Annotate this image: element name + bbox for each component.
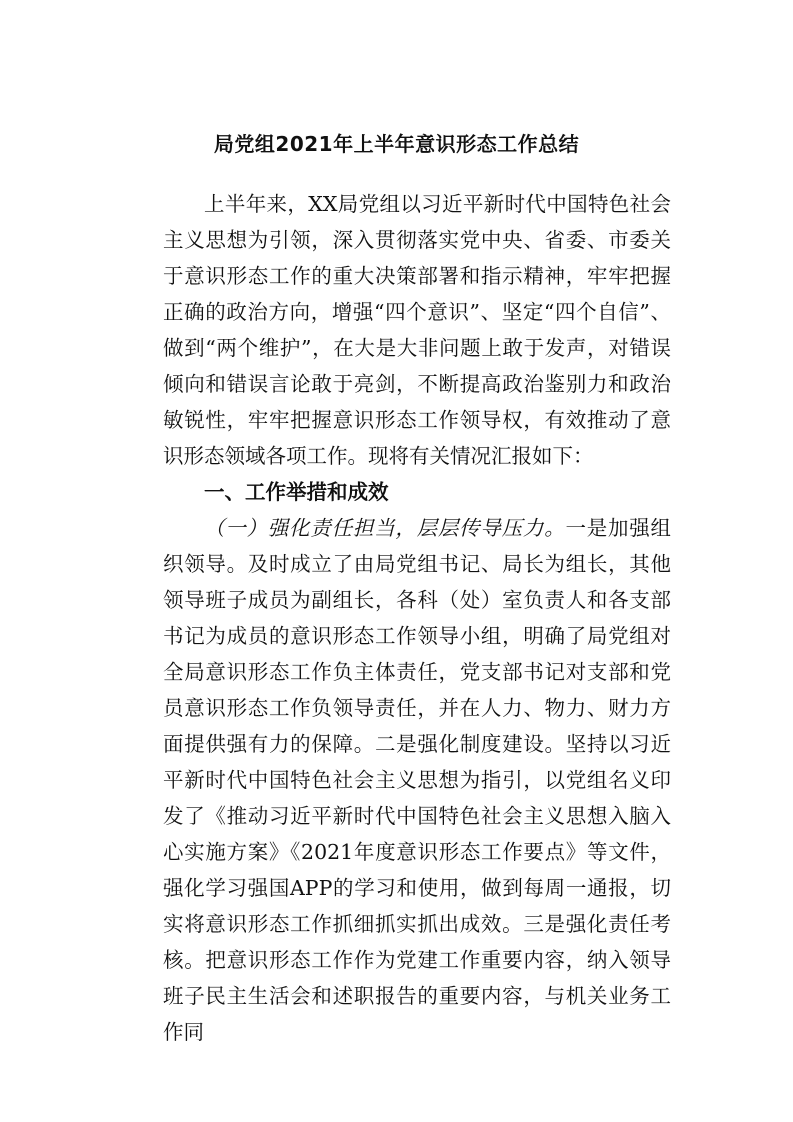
intro-paragraph: 上半年来，XX局党组以习近平新时代中国特色社会主义思想为引领，深入贯彻落实党中央、省委、市委关于意识形态工作的重大决策部署和指示精神，牢牢把握正确的政治方向，增强“四个意识”、坚定“四个自信”、做到“两个维护”，在大是大非问题上敢于发声，对错误倾向和错误言论敢于亮剑，不断提高政治鉴别力和政治敏锐性，牢牢把握意识形态工作领导权，有效推动了意识形态领域各项工作。现将有关情况汇报如下：: [163, 192, 671, 468]
subsection-paragraph-responsibility: [163, 510, 671, 1050]
subsection-body-responsibility: 一是加强组织领导。及时成立了由局党组书记、局长为组长，其他领导班子成员为副组长，各科（处）室负责人和各支部书记为成员的意识形态工作领导小组，明确了局党组对全局意识形态工作负主体责任，党支部书记对支部和党员意识形态工作负领导责任，并在人力、物力、财力方面提供强有力的保障。二是强化制度建设。坚持以习近平新时代中国特色社会主义思想为指引，以党组名义印发了《推动习近平新时代中国特色社会主义思想入脑入心实施方案》《2021年度意识形态工作要点》等文件，强化学习强国APP的学习和使用，做到每周一通报，切实将意识形态工作抓细抓实抓出成效。三是强化责任考核。把意识形态工作作为党建工作重要内容，纳入领导班子民主生活会和述职报告的重要内容，与机关业务工作同: [163, 516, 672, 1044]
subsection-heading-responsibility: （一）强化责任担当，层层传导压力。: [204, 516, 566, 540]
document-title: 局党组2021年上半年意识形态工作总结: [213, 132, 580, 156]
section-heading-work-measures: 一、工作举措和成效: [204, 480, 389, 504]
document-body: [163, 186, 671, 1050]
